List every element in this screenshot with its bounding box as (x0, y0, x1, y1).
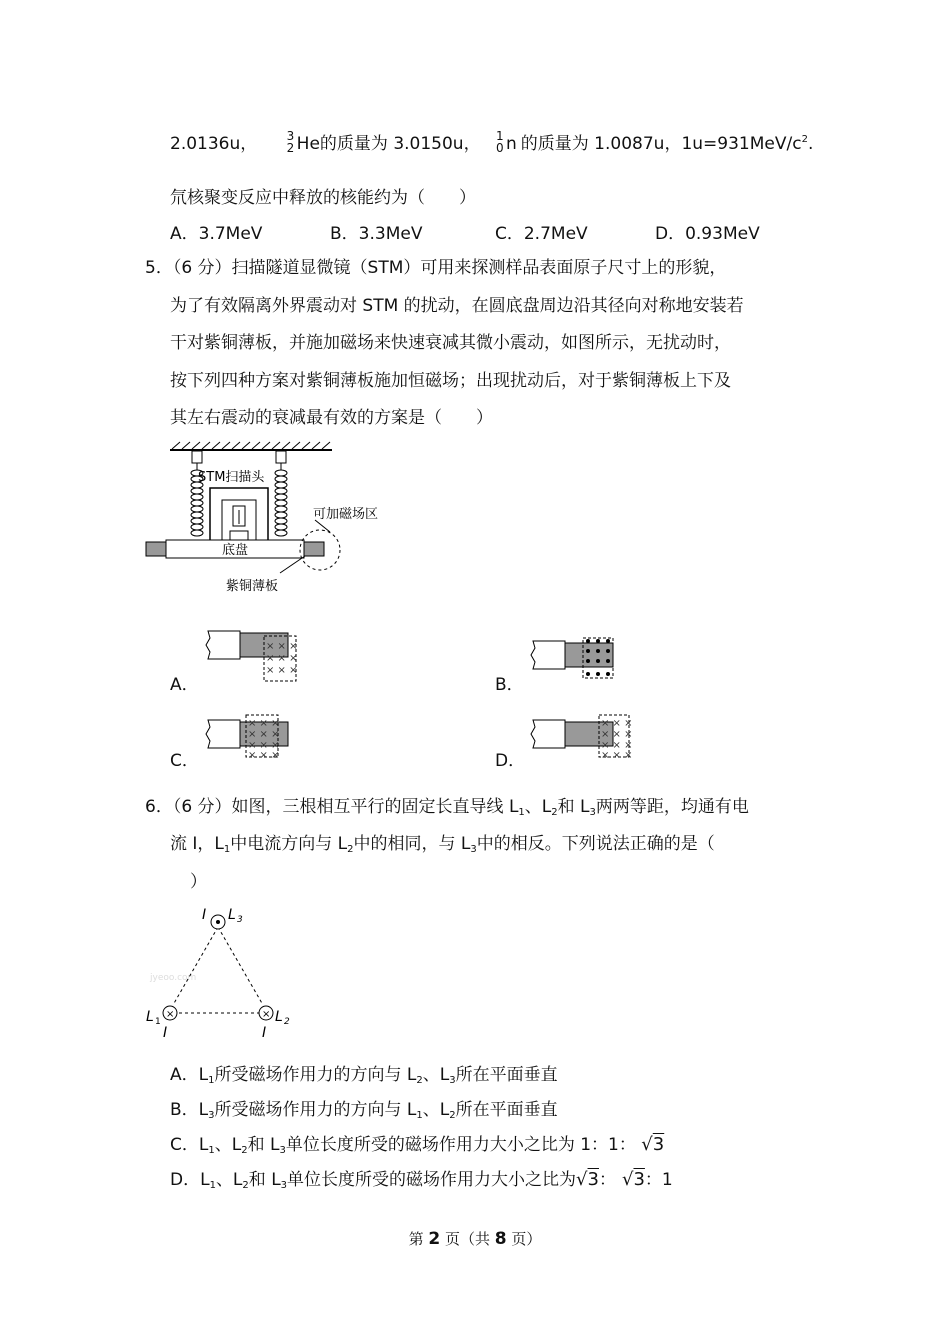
q6-line2-b: 中电流方向与 L (230, 834, 348, 854)
q6-optd-b: 、L (215, 1170, 243, 1190)
sqrt-three-radicand: 3 (652, 1134, 665, 1155)
q6-line1-sub1: 1 (518, 807, 525, 818)
q6-opta-sub2: 2 (416, 1075, 423, 1086)
q6-optd-sub1: 1 (209, 1180, 216, 1191)
sample (230, 531, 248, 540)
l3-label: L (228, 907, 236, 923)
page-footer (0, 1228, 950, 1249)
l1-sub: 1 (155, 1017, 161, 1027)
right-plate (304, 542, 324, 556)
q4-option-b: B．3.3MeV (330, 224, 423, 244)
q4-text-c: 的质量为 1.0087u，1u=931MeV/c (520, 134, 802, 154)
q6-option-b (170, 1098, 558, 1128)
q6-optd-d: 单位长度所受的磁场作用力大小之比为 (287, 1170, 577, 1190)
q6-line2-c: 中的相同，与 L (353, 834, 471, 854)
q6-line1-b: 、L (524, 797, 552, 817)
q6-line1 (145, 795, 749, 825)
wires-figure (140, 905, 300, 1040)
q6-line1-c: 和 L (557, 797, 590, 817)
q6-line3: ） (190, 872, 207, 892)
option-c-field-row3: × × × (248, 740, 280, 751)
page-total: 8 (494, 1229, 507, 1249)
q5-line1: 5．（6 分）扫描隧道显微镜（STM）可用来探测样品表面原子尺寸上的形貌， (145, 258, 727, 278)
n-nuclide (494, 128, 506, 155)
right-spring (275, 463, 287, 536)
watermark: jyeoo.com (150, 973, 197, 983)
q5-line3: 干对紫铜薄板，并施加磁场来快速衰减其微小震动，如图所示，无扰动时， (170, 333, 731, 353)
option-d-field-row3: × × × (601, 740, 633, 751)
cross-in-icon: × (262, 1009, 271, 1020)
q6-optb-sub3: 3 (208, 1110, 215, 1121)
q6-optd-a: D．L (170, 1170, 210, 1190)
l2-label: L (275, 1009, 283, 1025)
scan-head-label: STM扫描头 (198, 470, 265, 485)
option-b-disk (531, 641, 565, 669)
option-a-field-row2: × × × (266, 653, 298, 664)
option-d-disk (531, 720, 565, 748)
q4-option-c: C．2.7MeV (495, 224, 588, 244)
option-d-field-row2: × × × (601, 729, 633, 740)
he-nuclide (285, 128, 297, 155)
footer-mid: 页（共 (440, 1230, 495, 1248)
option-a-disk (206, 631, 240, 659)
q6-optd-c: 和 L (248, 1170, 281, 1190)
q6-option-a (170, 1063, 558, 1093)
footer-post: 页） (506, 1230, 542, 1248)
q4-sup: 2 (801, 134, 808, 145)
q5-option-d-label: D． (495, 751, 526, 771)
q6-line2-a: 流 I，L (170, 834, 224, 854)
l1-current: I (163, 1025, 168, 1041)
q4-text-b: 的质量为 3.0150u， (319, 134, 481, 154)
q4-option-d: D．0.93MeV (655, 224, 760, 244)
q5-option-b-label: B． (495, 675, 524, 695)
l2-sub: 2 (284, 1017, 290, 1027)
l2-current: I (262, 1025, 267, 1041)
he-mass: 3 (286, 129, 295, 143)
l1-label: L (146, 1009, 154, 1025)
q6-line2-sub1: 1 (223, 844, 231, 855)
option-c-field-row2: × × × (248, 729, 280, 740)
q6-optc-c: 和 L (247, 1135, 280, 1155)
sqrt-three-radicand: 3 (633, 1169, 645, 1190)
option-c-field-row1: × × × (248, 718, 280, 729)
q4-text-a: 2.0136u， (170, 134, 258, 154)
q6-opta-a: A．L (170, 1065, 209, 1085)
stm-figure (140, 440, 400, 600)
q5-line5: 其左右震动的衰减最有效的方案是（ ） (170, 408, 493, 428)
q6-opta-c: 、L (422, 1065, 450, 1085)
q6-optb-c: 、L (422, 1100, 450, 1120)
sqrt-three: √3 (621, 1169, 645, 1190)
q6-optc-d: 单位长度所受的磁场作用力大小之比为 1：1： (285, 1135, 636, 1155)
cross-in-icon: × (166, 1009, 175, 1020)
field-zone-label: 可加磁场区 (313, 507, 379, 522)
option-a-figure (200, 628, 300, 688)
q6-optd-sep: ： (598, 1170, 616, 1190)
q6-optd-tail: ：1 (644, 1170, 673, 1190)
option-c-field-row4: × × × (248, 750, 280, 761)
l3-current: I (202, 907, 207, 923)
edge-l3-l1 (173, 927, 218, 1005)
q6-optd-sub3: 3 (280, 1180, 288, 1191)
base-label: 底盘 (222, 543, 249, 558)
q5-line2: 为了有效隔离外界震动对 STM 的扰动，在圆底盘周边沿其径向对称地安装若 (170, 296, 744, 316)
n-symbol: n (506, 134, 517, 154)
q6-opta-sub3: 3 (449, 1075, 456, 1086)
option-d-field-row4: × × × (601, 750, 633, 761)
q4-option-a: A．3.7MeV (170, 224, 263, 244)
q5-option-a-label: A． (170, 675, 199, 695)
option-a-field-row3: × × × (266, 665, 298, 676)
q5-option-c-label: C． (170, 751, 199, 771)
l3-sub: 3 (237, 915, 243, 925)
dot-out-icon (216, 920, 220, 924)
n-charge: 0 (496, 141, 504, 155)
q6-line2-d: 中的相反。下列说法正确的是（ (476, 834, 715, 854)
option-c-disk (206, 720, 240, 748)
sqrt-three-radicand: 3 (587, 1169, 599, 1190)
option-a-field-row1: × × × (266, 641, 298, 652)
q5-line4: 按下列四种方案对紫铜薄板施加恒磁场；出现扰动后，对于紫铜薄板上下及 (170, 371, 731, 391)
q6-opta-b: 所受磁场作用力的方向与 L (214, 1065, 417, 1085)
left-plate (146, 542, 166, 556)
page-number: 2 (428, 1229, 441, 1249)
he-charge: 2 (286, 141, 295, 155)
ceiling-hatch (172, 442, 330, 449)
q6-optc-sub3: 3 (279, 1145, 286, 1156)
q4-line1 (170, 128, 813, 156)
right-hanger (276, 451, 286, 463)
q4-text-end: . (807, 134, 814, 154)
edge-l3-l2 (218, 927, 263, 1005)
q6-optb-sub2: 2 (449, 1110, 456, 1121)
q6-optb-a: B．L (170, 1100, 209, 1120)
q6-opta-sub1: 1 (208, 1075, 215, 1086)
q6-optc-a: C．L (170, 1135, 209, 1155)
q6-opta-d: 所在平面垂直 (455, 1065, 558, 1085)
q6-optb-b: 所受磁场作用力的方向与 L (214, 1100, 417, 1120)
n-mass: 1 (496, 129, 504, 143)
option-d-figure (525, 712, 635, 762)
footer-pre: 第 (408, 1230, 429, 1248)
option-b-figure (525, 628, 625, 688)
q4-line2: 氘核聚变反应中释放的核能约为（ ） (170, 188, 476, 208)
option-c-figure (200, 712, 300, 762)
q6-line1-sub3: 3 (589, 807, 596, 818)
q6-line1-sub2: 2 (551, 807, 558, 818)
option-b-plate (565, 643, 613, 667)
q6-option-c (170, 1133, 664, 1163)
q6-line2-sub2: 2 (347, 844, 354, 855)
q6-optc-sub2: 2 (241, 1145, 248, 1156)
q6-line1-d: 两两等距，均通有电 (595, 797, 749, 817)
plate-label: 紫铜薄板 (226, 579, 279, 594)
plate-leader (280, 556, 305, 573)
sqrt-three: √3 (576, 1169, 599, 1190)
q6-optc-sub1: 1 (208, 1145, 215, 1156)
q6-line2-sub3: 3 (470, 844, 477, 855)
he-symbol: He (296, 134, 320, 154)
q6-optb-d: 所在平面垂直 (455, 1100, 558, 1120)
option-d-field-row1: × × × (601, 718, 633, 729)
left-hanger (192, 451, 202, 463)
q6-line2 (170, 832, 715, 862)
q6-optd-sub2: 2 (242, 1180, 249, 1191)
q6-option-d (170, 1168, 673, 1198)
q6-line1-a: 6．（6 分）如图，三根相互平行的固定长直导线 L (145, 797, 519, 817)
q6-optc-b: 、L (214, 1135, 242, 1155)
sqrt-three: √3 (641, 1134, 665, 1155)
q6-optb-sub1: 1 (416, 1110, 423, 1121)
